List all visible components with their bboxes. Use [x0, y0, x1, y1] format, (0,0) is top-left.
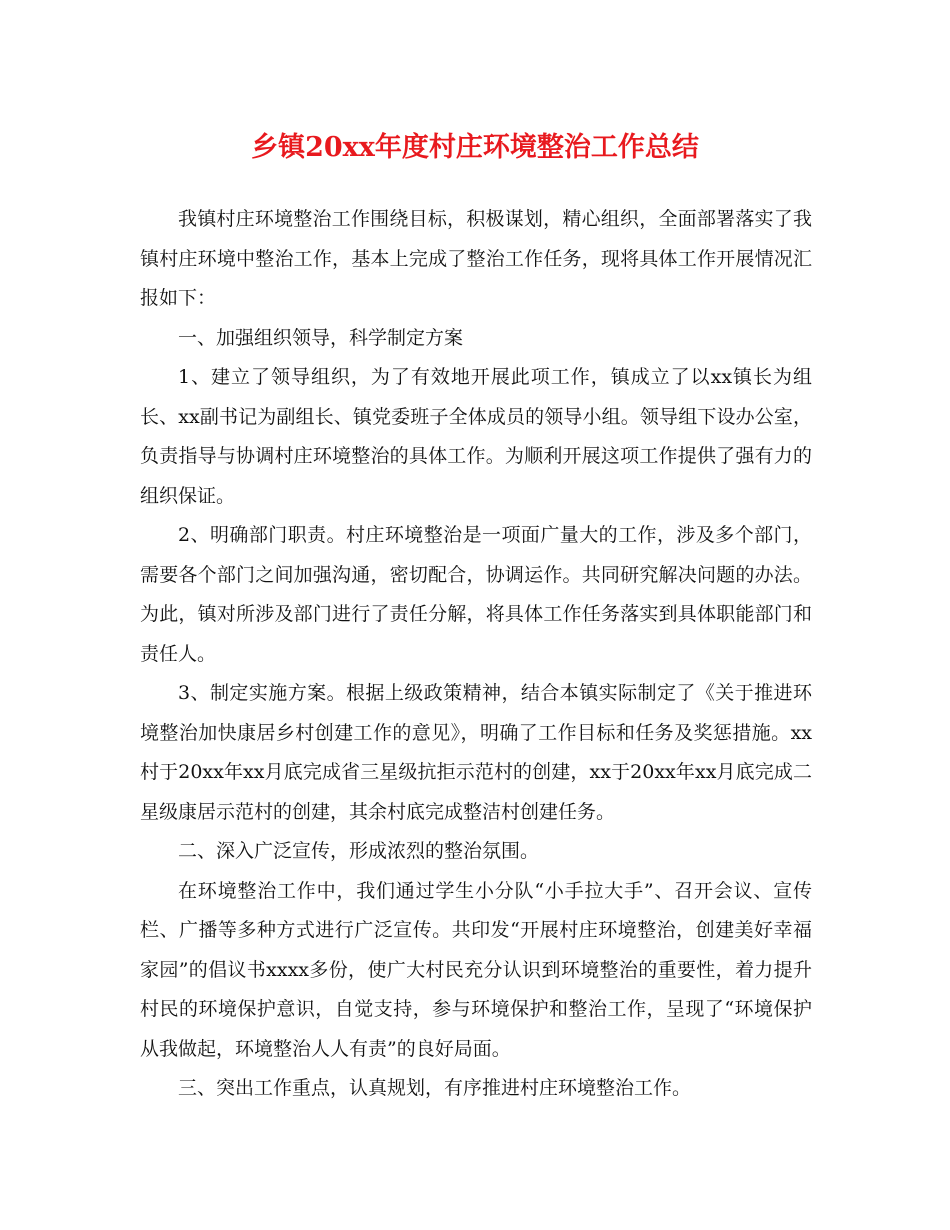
section-heading-1: 一、加强组织领导，科学制定方案: [178, 326, 464, 349]
paragraph-item-3: 3、制定实施方案。根据上级政策精神，结合本镇实际制定了《关于推进环境整治加快康居乡村创建工作的意见》，明确了工作目标和任务及奖惩措施。xx村于20xx年xx月底完成省三星级抗拒示范村的创建，xx于20xx年xx月底完成二星级康居示范村的创建，其余村底完成整洁村创建任务。: [140, 682, 812, 823]
section-heading-3: 三、突出工作重点，认真规划，有序推进村庄环境整治工作。: [178, 1077, 692, 1099]
paragraph-item-2: 2、明确部门职责。村庄环境整治是一项面广量大的工作，涉及多个部门，需要各个部门之间加强沟通，密切配合，协调运作。共同研究解决问题的办法。为此，镇对所涉及部门进行了责任分解，将具体工作任务落实到具体职能部门和责任人。: [140, 524, 812, 665]
paragraph-intro: 我镇村庄环境整治工作围绕目标，积极谋划，精心组织，全面部署落实了我镇村庄环境中整治工作，基本上完成了整治工作任务，现将具体工作开展情况汇报如下：: [140, 208, 812, 309]
paragraph-publicity: 在环境整治工作中，我们通过学生小分队“小手拉大手”、召开会议、宣传栏、广播等多种方式进行广泛宣传。共印发“开展村庄环境整治，创建美好幸福家园”的倡议书xxxx多份，使广大村民充分认识到环境整治的重要性，着力提升村民的环境保护意识，自觉支持，参与环境保护和整治工作，呈现了“环境保护从我做起，环境整治人人有责”的良好局面。: [140, 879, 812, 1060]
document-body: [140, 200, 812, 1109]
paragraph-item-1: 1、建立了领导组织，为了有效地开展此项工作，镇成立了以xx镇长为组长、xx副书记为副组长、镇党委班子全体成员的领导小组。领导组下设办公室，负责指导与协调村庄环境整治的具体工作。为顺利开展这项工作提供了强有力的组织保证。: [140, 366, 812, 507]
document-title: 乡镇20xx年度村庄环境整治工作总结: [251, 132, 699, 163]
section-heading-2: 二、深入广泛宣传，形成浓烈的整治氛围。: [178, 840, 540, 862]
